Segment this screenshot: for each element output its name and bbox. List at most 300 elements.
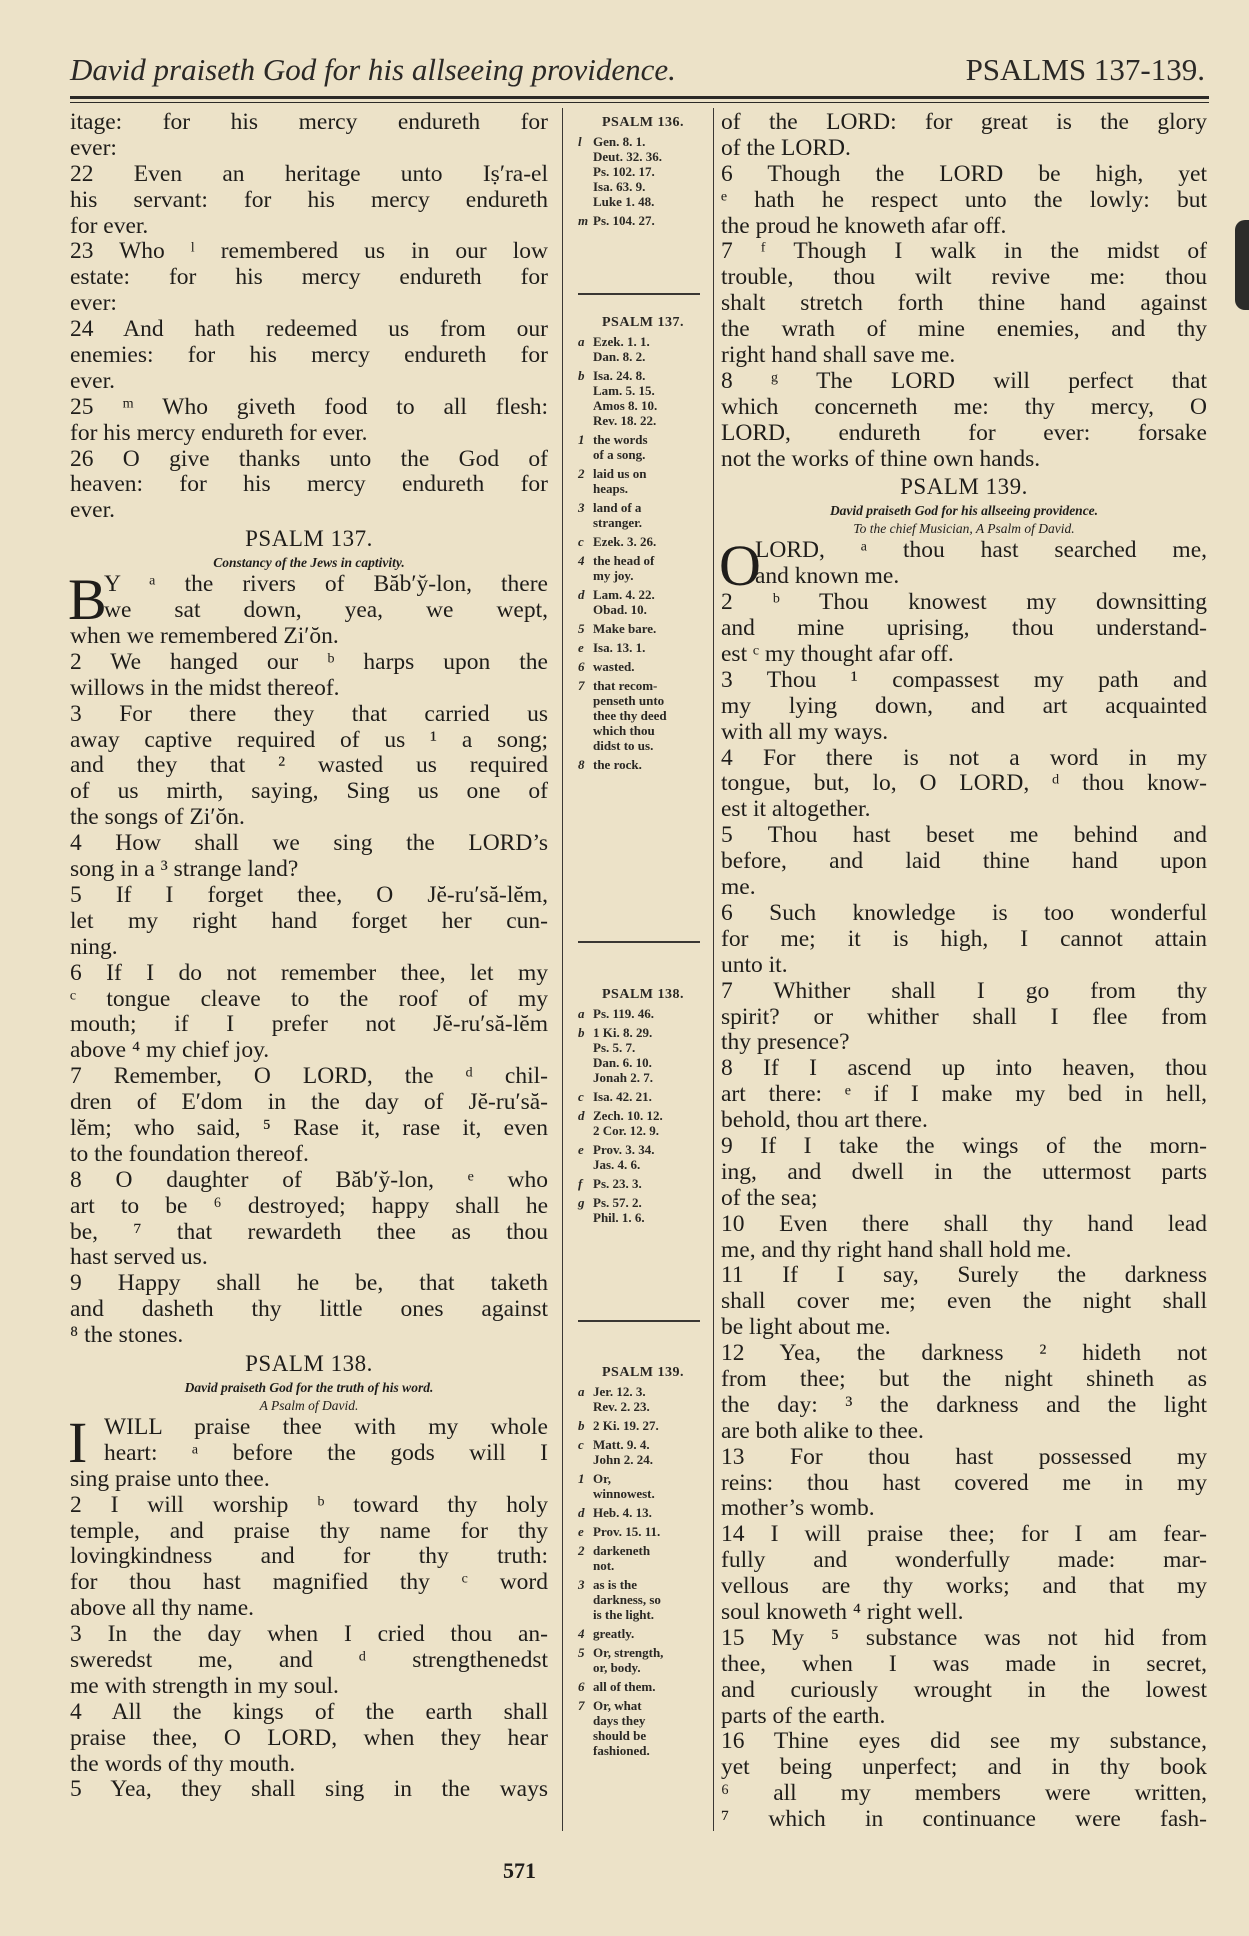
reference-group-heading: PSALM 139. — [602, 1365, 684, 1380]
reference-line: Ps. 57. 2. — [593, 1195, 642, 1210]
verse-text: unto it. — [721, 951, 788, 978]
verse-text: for ever. — [70, 212, 149, 239]
verse-line — [721, 1781, 1207, 1807]
reference-text — [593, 1679, 655, 1694]
verse-line — [721, 979, 1207, 1005]
verse-line — [70, 421, 548, 447]
verse-text: 6 Such knowledge is too wonderful — [721, 899, 1207, 926]
reference-line: Heb. 4. 13. — [593, 1505, 652, 1520]
reference-item — [578, 334, 708, 364]
verse-text: for me; it is high, I cannot attain — [721, 925, 1207, 952]
verse-line — [70, 1726, 548, 1752]
reference-group-heading: PSALM 138. — [602, 987, 684, 1002]
verse-text: of us mirth, saying, Sing us one of — [70, 778, 548, 805]
verse-text: 3 In the day when I cried thou an- — [70, 1621, 548, 1648]
reference-text — [593, 500, 642, 530]
reference-text — [593, 640, 645, 655]
reference-text — [593, 1645, 663, 1675]
verse-text: 22 Even an heritage unto Iṣ′ra-el — [70, 160, 548, 187]
reference-key: 7 — [578, 1698, 585, 1713]
right-text-column — [721, 110, 1207, 1833]
verse-line — [721, 1263, 1207, 1289]
reference-line: land of a — [593, 500, 642, 515]
psalm-heading: PSALM 139. — [900, 474, 1028, 500]
reference-item — [578, 1006, 708, 1021]
verse-text: the songs of Zi′ŏn. — [70, 804, 245, 831]
reference-line: the rock. — [593, 757, 642, 772]
verse-line — [721, 616, 1207, 642]
reference-line: stranger. — [593, 515, 642, 530]
verse-line — [70, 987, 548, 1013]
reference-key: c — [578, 534, 584, 549]
verse-text: dren of E′dom in the day of Jĕ-ru′să- — [70, 1089, 548, 1116]
verse-text: spirit? or whither shall I flee from — [721, 1003, 1207, 1030]
verse-text: song in a ³ strange land? — [70, 856, 299, 883]
reference-key: m — [578, 213, 589, 228]
psalm-heading: PSALM 137. — [245, 526, 373, 552]
marginal-references-column — [578, 115, 708, 1855]
verse-line — [721, 291, 1207, 317]
reference-line: Luke 1. 48. — [593, 194, 655, 209]
reference-text — [593, 678, 667, 753]
verse-line — [721, 875, 1207, 901]
verse-text: thee, when I was made in secret, — [721, 1650, 1207, 1677]
verse-text: me with strength in my soul. — [70, 1672, 339, 1699]
reference-text — [593, 1698, 650, 1758]
verse-line — [721, 720, 1207, 746]
verse-text: ⁷ which in continuance were fash- — [721, 1806, 1207, 1833]
reference-item — [578, 1176, 708, 1191]
reference-line: Phil. 1. 6. — [593, 1210, 645, 1225]
reference-line: Ps. 119. 46. — [593, 1006, 655, 1021]
verse-line — [70, 1168, 548, 1194]
verse-line — [70, 1297, 548, 1323]
reference-line: which thou — [593, 723, 655, 738]
reference-line: Rev. 2. 23. — [593, 1399, 650, 1414]
reference-text — [593, 1176, 642, 1191]
verse-line — [721, 1030, 1207, 1056]
verse-line — [70, 447, 548, 473]
column-rule — [562, 108, 563, 1831]
verse-line — [70, 162, 548, 188]
verse-text: from thee; but the night shineth as — [721, 1365, 1207, 1392]
reference-key: 5 — [578, 621, 585, 636]
verse-line — [721, 214, 1207, 240]
verse-text: shalt stretch forth thine hand against — [721, 290, 1207, 317]
reference-text — [593, 659, 635, 674]
verse-line — [721, 1496, 1207, 1522]
reference-text — [593, 621, 656, 636]
verse-line — [721, 1082, 1207, 1108]
reference-item — [578, 1437, 708, 1467]
verse-text: praise thee, O LORD, when they hear — [70, 1724, 548, 1751]
reference-text — [593, 1577, 661, 1622]
verse-line — [721, 1678, 1207, 1704]
verse-line — [70, 188, 548, 214]
verse-text: behold, thou art there. — [721, 1107, 928, 1134]
reference-text — [593, 432, 648, 462]
reference-item — [578, 553, 708, 583]
verse-line — [70, 265, 548, 291]
verse-line — [721, 1522, 1207, 1548]
verse-line — [721, 369, 1207, 395]
verse-line — [721, 1160, 1207, 1186]
reference-item — [578, 1108, 708, 1138]
verse-text: lĕm; who said, ⁵ Rase it, rase it, even — [70, 1114, 548, 1141]
reference-item — [578, 1524, 708, 1539]
verse-line — [721, 590, 1207, 616]
reference-item — [578, 500, 708, 530]
psalm-superscription: A Psalm of David. — [259, 1397, 359, 1413]
verse-text: willows in the midst thereof. — [70, 674, 340, 701]
verse-line — [721, 1005, 1207, 1031]
reference-text — [593, 1543, 650, 1573]
reference-item — [578, 368, 708, 428]
verse-text: enemies: for his mercy endureth for — [70, 342, 548, 369]
verse-line — [70, 935, 548, 961]
reference-key: e — [578, 640, 584, 655]
verse-text: not the works of thine own hands. — [721, 445, 1041, 472]
reference-item — [578, 134, 708, 209]
verse-text: Y ᵃ the rivers of Băb′y̆-lon, there — [104, 571, 548, 598]
verse-text: art to be ⁶ destroyed; happy shall he — [70, 1192, 548, 1219]
verse-text: heaven: for his mercy endureth for — [70, 471, 548, 498]
psalm-heading: PSALM 138. — [245, 1350, 373, 1376]
verse-line — [721, 1574, 1207, 1600]
reference-line: darkness, so — [593, 1592, 661, 1607]
verse-line — [721, 421, 1207, 447]
verse-text: 5 Yea, they shall sing in the ways — [70, 1776, 548, 1803]
verse-line — [721, 1186, 1207, 1212]
reference-group-heading: PSALM 137. — [602, 315, 684, 330]
verse-text: ⁸ the stones. — [70, 1322, 184, 1349]
verse-text: my lying down, and art acquainted — [721, 692, 1207, 719]
verse-line — [721, 1108, 1207, 1134]
reference-line: should be — [593, 1728, 647, 1743]
verse-line — [70, 1493, 548, 1519]
verse-text: mother’s womb. — [721, 1495, 875, 1522]
reference-text — [593, 1626, 634, 1641]
verse-line — [721, 1134, 1207, 1160]
reference-line: darkeneth — [593, 1543, 651, 1558]
verse-line — [70, 1323, 548, 1349]
verse-line — [721, 1367, 1207, 1393]
reference-key: 4 — [578, 553, 585, 568]
reference-group — [578, 315, 708, 776]
reference-divider — [578, 293, 700, 295]
verse-text: and they that ² wasted us required — [70, 752, 548, 779]
verse-text: ever. — [70, 497, 116, 524]
verse-line — [721, 901, 1207, 927]
running-head-book: PSALMS 137-139. — [965, 52, 1205, 87]
reference-key: e — [578, 1524, 584, 1539]
reference-key: 4 — [578, 1626, 585, 1641]
verse-text: me. — [721, 874, 756, 901]
reference-divider — [578, 1320, 700, 1322]
verse-line — [721, 317, 1207, 343]
verse-text: 7 ᶠ Though I walk in the midst of — [721, 238, 1207, 265]
verse-line — [70, 1467, 548, 1493]
reference-line: 1 Ki. 8. 29. — [593, 1025, 653, 1040]
page-number: 571 — [503, 1858, 536, 1883]
reference-text — [593, 134, 662, 209]
verse-line — [721, 642, 1207, 668]
verse-text: 9 If I take the wings of the morn- — [721, 1132, 1207, 1159]
verse-line — [70, 831, 548, 857]
verse-text: 25 ᵐ Who giveth food to all flesh: — [70, 393, 548, 420]
verse-text: 5 Thou hast beset me behind and — [721, 822, 1207, 849]
verse-line — [70, 1220, 548, 1246]
reference-line: not. — [593, 1558, 615, 1573]
verse-line — [70, 1596, 548, 1622]
verse-line — [70, 1777, 548, 1803]
reference-line: Or, — [593, 1471, 611, 1486]
reference-line: Ezek. 1. 1. — [593, 334, 650, 349]
reference-item — [578, 1626, 708, 1641]
verse-text: soul knoweth ⁴ right well. — [721, 1598, 964, 1625]
reference-line: John 2. 24. — [593, 1452, 653, 1467]
reference-line: Isa. 42. 21. — [593, 1089, 652, 1104]
verse-line — [721, 1807, 1207, 1833]
verse-text: 9 Happy shall he be, that taketh — [70, 1270, 548, 1297]
verse-text: 8 O daughter of Băb′y̆-lon, ᵉ who — [70, 1166, 548, 1193]
verse-text: which concerneth me: thy mercy, O — [721, 393, 1207, 420]
verse-line — [721, 668, 1207, 694]
reference-line: days they — [593, 1713, 646, 1728]
verse-line — [721, 1626, 1207, 1652]
verse-text: ⁶ all my members were written, — [721, 1780, 1207, 1807]
verse-line — [721, 265, 1207, 291]
verse-text: of the LORD: for great is the glory — [721, 109, 1207, 135]
verse-line — [70, 1271, 548, 1297]
reference-key: d — [578, 1108, 585, 1123]
verse-text: 16 Thine eyes did see my substance, — [721, 1728, 1207, 1755]
reference-item — [578, 678, 708, 753]
verse-text: 26 O give thanks unto the God of — [70, 445, 548, 472]
verse-text: trouble, thou wilt revive me: thou — [721, 264, 1207, 291]
reference-line: 2 Ki. 19. 27. — [593, 1418, 659, 1433]
verse-line — [70, 728, 548, 754]
header-rule-thin — [70, 102, 1209, 103]
verse-line — [721, 1471, 1207, 1497]
reference-item — [578, 1698, 708, 1758]
verse-line — [70, 702, 548, 728]
reference-text — [593, 1006, 654, 1021]
reference-line: Ps. 5. 7. — [593, 1040, 636, 1055]
reference-line: as is the — [593, 1577, 638, 1592]
column-rule — [713, 108, 714, 1831]
reference-text — [593, 1108, 663, 1138]
verse-text: and mine uprising, thou understand- — [721, 615, 1207, 642]
verse-line — [721, 1704, 1207, 1730]
verse-text: parts of the earth. — [721, 1702, 886, 1729]
reference-item — [578, 1645, 708, 1675]
reference-text — [593, 1025, 653, 1085]
reference-key: b — [578, 1025, 585, 1040]
reference-item — [578, 1418, 708, 1433]
verse-line — [70, 1674, 548, 1700]
verse-text: 2 We hanged our ᵇ harps upon the — [70, 648, 548, 675]
verse-line — [70, 909, 548, 935]
verse-text: fully and wonderfully made: mar- — [721, 1547, 1207, 1574]
verse-text: with all my ways. — [721, 718, 889, 745]
header-rule — [70, 96, 1209, 99]
reference-line: Or, what — [593, 1698, 642, 1713]
verse-text: for his mercy endureth for ever. — [70, 419, 368, 446]
reference-item — [578, 432, 708, 462]
verse-line — [70, 395, 548, 421]
verse-line — [70, 961, 548, 987]
reference-item — [578, 587, 708, 617]
verse-text: 7 Remember, O LORD, the ᵈ chil- — [70, 1063, 548, 1090]
drop-cap: B — [68, 567, 107, 633]
reference-line: Dan. 6. 10. — [593, 1055, 652, 1070]
verse-line — [721, 1315, 1207, 1341]
verse-line — [70, 239, 548, 265]
reference-key: 2 — [578, 1543, 585, 1558]
verse-text: LORD, endureth for ever: forsake — [721, 419, 1207, 446]
reference-divider — [578, 941, 700, 943]
reference-text — [593, 1437, 653, 1467]
verse-text: 23 Who ˡ remembered us in our low — [70, 238, 548, 265]
verse-text: for thou hast magnified thy ᶜ word — [70, 1569, 548, 1596]
verse-text: 8 ᵍ The LORD will perfect that — [721, 367, 1207, 394]
reference-item — [578, 466, 708, 496]
reference-key: b — [578, 368, 585, 383]
verse-line — [721, 1238, 1207, 1264]
verse-text: are both alike to thee. — [721, 1417, 924, 1444]
reference-item — [578, 1679, 708, 1694]
verse-text: away captive required of us ¹ a song; — [70, 726, 548, 753]
verse-line — [70, 805, 548, 831]
verse-text: temple, and praise thy name for thy — [70, 1517, 548, 1544]
reference-item — [578, 1089, 708, 1104]
reference-text — [593, 1384, 650, 1414]
verse-line — [721, 694, 1207, 720]
reference-item — [578, 1025, 708, 1085]
reference-text — [593, 1195, 645, 1225]
reference-key: g — [578, 1195, 585, 1210]
verse-line — [721, 447, 1207, 473]
verse-text: the wrath of mine enemies, and thy — [721, 316, 1207, 343]
verse-text: the day: ³ the darkness and the light — [721, 1391, 1207, 1418]
reference-key: a — [578, 1384, 585, 1399]
reference-key: f — [578, 1176, 583, 1191]
psalm-summary: David praiseth God for his allseeing providence. — [829, 503, 1099, 519]
verse-line — [721, 953, 1207, 979]
reference-group-heading: PSALM 136. — [602, 115, 684, 130]
verse-line — [70, 1570, 548, 1596]
verse-line — [70, 1700, 548, 1726]
verse-text: right hand shall save me. — [721, 342, 956, 369]
reference-line: or, body. — [593, 1660, 641, 1675]
reference-key: 3 — [578, 1577, 585, 1592]
verse-line — [70, 1064, 548, 1090]
reference-key: b — [578, 1418, 585, 1433]
verse-text: hast served us. — [70, 1244, 208, 1271]
psalm-summary: Constancy of the Jews in captivity. — [213, 555, 405, 571]
reference-line: Jas. 4. 6. — [593, 1157, 641, 1172]
reference-line: that recom- — [593, 678, 658, 693]
reference-line: thee thy deed — [593, 708, 667, 723]
verse-line — [721, 564, 1207, 590]
reference-text — [593, 368, 657, 428]
verse-line — [721, 1445, 1207, 1471]
reference-line: the head of — [593, 553, 655, 568]
reference-key: 5 — [578, 1645, 585, 1660]
verse-text: 4 How shall we sing the LORD’s — [70, 830, 548, 857]
reference-key: 6 — [578, 659, 585, 674]
reference-line: Isa. 13. 1. — [593, 640, 646, 655]
reference-item — [578, 1195, 708, 1225]
verse-text: sing praise unto thee. — [70, 1465, 270, 1492]
verse-line — [721, 136, 1207, 162]
verse-line — [721, 162, 1207, 188]
verse-line — [70, 857, 548, 883]
verse-text: ᵉ hath he respect unto the lowly: but — [721, 186, 1207, 213]
reference-line: is the light. — [593, 1607, 655, 1622]
verse-line — [721, 395, 1207, 421]
reference-item — [578, 1543, 708, 1573]
verse-line — [721, 1419, 1207, 1445]
verse-text: be light about me. — [721, 1314, 891, 1341]
verse-line — [70, 1142, 548, 1168]
verse-line — [70, 369, 548, 395]
reference-line: Jer. 12. 3. — [593, 1384, 646, 1399]
reference-text — [593, 553, 654, 583]
reference-line: Dan. 8. 2. — [593, 349, 646, 364]
reference-line: winnowest. — [593, 1486, 655, 1501]
reference-key: 1 — [578, 1471, 585, 1486]
verse-text: ing, and dwell in the uttermost parts — [721, 1158, 1207, 1185]
verse-line — [721, 1548, 1207, 1574]
verse-line — [721, 1729, 1207, 1755]
verse-text: yet being unperfect; and in thy book — [721, 1754, 1207, 1781]
verse-text: be, ⁷ that rewardeth thee as thou — [70, 1218, 548, 1245]
reference-key: d — [578, 1505, 585, 1520]
reference-text — [593, 1142, 655, 1172]
verse-text: estate: for his mercy endureth for — [70, 264, 548, 291]
verse-text: 5 If I forget thee, O Jĕ-ru′să-lĕm, — [70, 881, 548, 908]
verse-line — [70, 472, 548, 498]
verse-line — [721, 849, 1207, 875]
verse-line — [721, 110, 1207, 136]
drop-cap: O — [719, 533, 761, 599]
reference-line: Or, strength, — [593, 1645, 664, 1660]
thumb-index-tab — [1235, 220, 1249, 310]
verse-text: 13 For thou hast possessed my — [721, 1443, 1207, 1470]
reference-line: Lam. 4. 22. — [593, 587, 655, 602]
verse-text: his servant: for his mercy endureth — [70, 186, 548, 213]
verse-line — [70, 498, 548, 524]
reference-item — [578, 640, 708, 655]
reference-text — [593, 466, 646, 496]
reference-line: Zech. 10. 12. — [593, 1108, 663, 1123]
reference-group — [578, 987, 708, 1229]
verse-line — [70, 624, 548, 650]
verse-text: and known me. — [755, 563, 900, 590]
verse-text: 8 If I ascend up into heaven, thou — [721, 1055, 1207, 1082]
verse-text: and dasheth thy little ones against — [70, 1296, 548, 1323]
reference-item — [578, 621, 708, 636]
verse-text: the words of thy mouth. — [70, 1750, 296, 1777]
reference-line: Ezek. 3. 26. — [593, 534, 657, 549]
verse-text: 11 If I say, Surely the darkness — [721, 1262, 1207, 1289]
verse-line — [70, 214, 548, 240]
verse-line — [70, 317, 548, 343]
verse-text: of the LORD. — [721, 134, 851, 161]
verse-line — [70, 598, 548, 624]
